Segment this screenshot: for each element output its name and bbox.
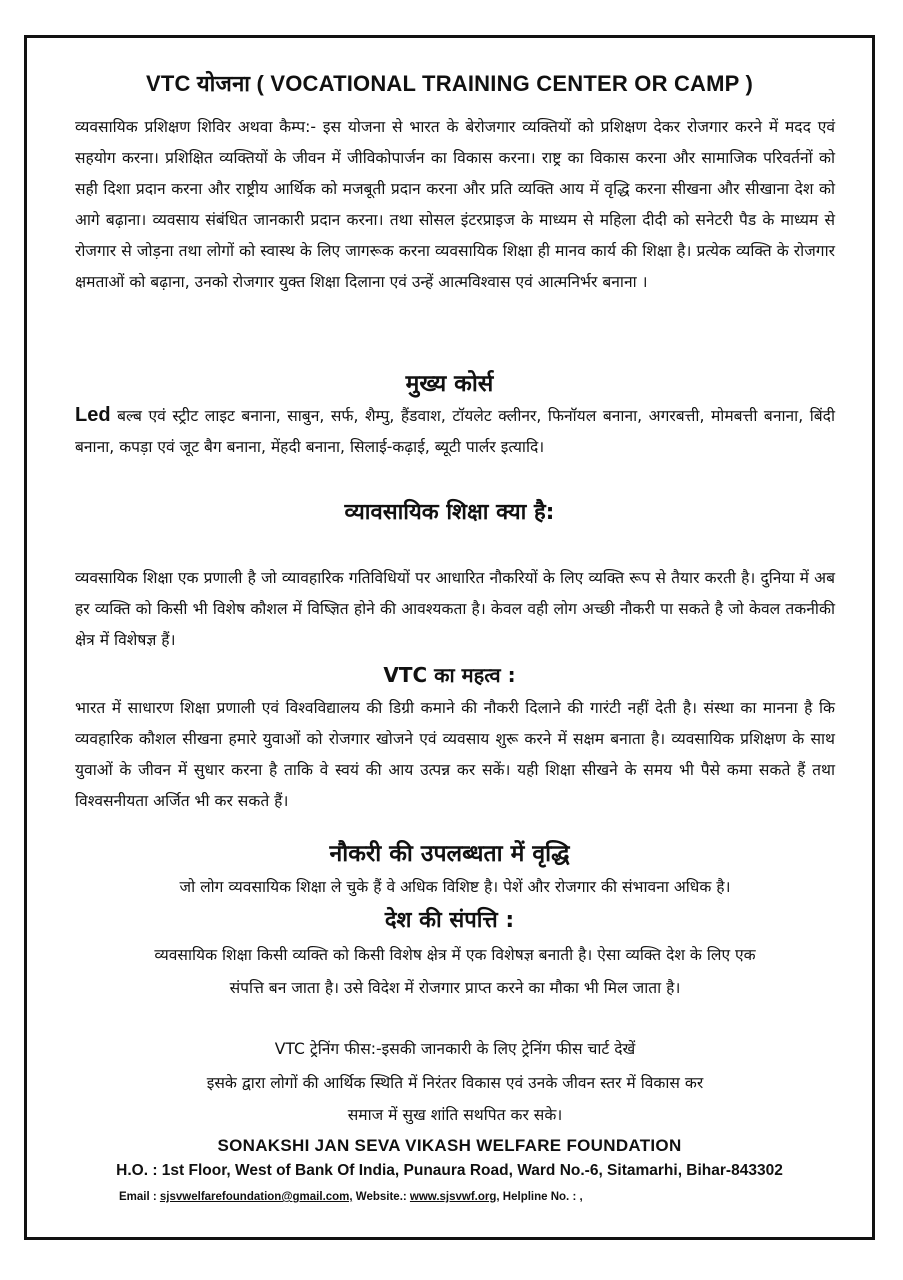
asset-line-1: व्यवसायिक शिक्षा किसी व्यक्ति को किसी विशेष क्षेत्र में एक विशेषज्ञ बनाती है। ऐसा व्यक्ति देश के लिए एक: [154, 946, 756, 964]
page-title: VTC योजना ( VOCATIONAL TRAINING CENTER OR CAMP ): [145, 71, 753, 96]
asset-line-2: संपत्ति बन जाता है। उसे विदेश में रोजगार प्राप्त करने का मौका भी मिल जाता है।: [229, 979, 681, 997]
importance-paragraph: भारत में साधारण शिक्षा प्रणाली एवं विश्वविद्यालय की डिग्री कमाने की नौकरी दिलाने की गारंटी नहीं देती है। संस्था का मानना है कि व्यवहारिक कौशल सीखना हमारे युवाओं को रोजगार खोजने एवं व्यवसाय शुरू करने में सक्षम बनाता है। व्यवसायिक प्रशिक्षण के साथ युवाओं के जीवन में सुधार करना है ताकि वे स्वयं की आय उत्पन्न कर सकें। यही शिक्षा सीखने के समय भी पैसे कमा सकते हैं तथा विश्वसनीयता अर्जित भी कर सकते हैं।: [75, 699, 835, 810]
courses-text: बल्ब एवं स्ट्रीट लाइट बनाना, साबुन, सर्फ, शैम्पु, हैंडवाश, टॉयलेट क्लीनर, फिनॉयल बनाना, अगरबत्ती, मोमबत्ती बनाना, बिंदी बनाना, कपड़ा एवं जूट बैग बनाना, मेंहदी बनाना, सिलाई-कढ़ाई, ब्यूटी पार्लर इत्यादि।: [75, 407, 835, 456]
courses-heading: मुख्य कोर्स: [405, 371, 494, 397]
fees-line-1: VTC ट्रेनिंग फीस:-इसकी जानकारी के लिए ट्रेनिंग फीस चार्ट देखें: [274, 1040, 636, 1058]
intro-paragraph: व्यवसायिक प्रशिक्षण शिविर अथवा कैम्प:- इस योजना से भारत के बेरोजगार व्यक्तियों को प्रशिक्षण देकर रोजगार करने में मदद एवं सहयोग करना। प्रशिक्षित व्यक्तियों के जीवन में जीविकोपार्जन का विकास करना। राष्ट्र का विकास करना और सामाजिक परिवर्तनों को सही दिशा प्रदान करना और राष्ट्रीय आर्थिक को मजबूती प्रदान करना और प्रति व्यक्ति आय में वृद्धि करना सीखना और सीखाना देश को आगे बढ़ाना। व्यवसाय संबंधित जानकारी प्रदान करना। तथा सोसल इंटरप्राइज के माध्यम से महिला दीदी को सनेटरी पैड के माध्यम से रोजगार से जोड़ना तथा लोगों को स्वास्थ के लिए जागरूक करना व्यवसायिक शिक्षा ही मानव कार्य की शिक्षा है। प्रत्येक व्यक्ति के रोजगार क्षमताओं को बढ़ाना, उनको रोजगार युक्त शिक्षा दिलाना एवं उन्हें आत्मविश्वास एवं आत्मनिर्भर बनाना ।: [75, 118, 835, 291]
vocational-heading: व्यावसायिक शिक्षा क्या है:: [344, 500, 555, 525]
footer-address: H.O. : 1st Floor, West of Bank Of India, Punaura Road, Ward No.-6, Sitamarhi, Bihar-843302: [116, 1162, 783, 1179]
vocational-paragraph: व्यवसायिक शिक्षा एक प्रणाली है जो व्यावहारिक गतिविधियों पर आधारित नौकरियों के लिए व्यक्ति रूप से तैयार करती है। दुनिया में अब हर व्यक्ति को किसी भी विशेष कौशल में विष्ज्ञित होने की आवश्यकता है। केवल वही लोग अच्छी नौकरी पा सकते है जो केवल तकनीकी क्षेत्र में विशेषज्ञ हैं।: [75, 569, 835, 649]
asset-heading: देश की संपत्ति :: [384, 908, 515, 933]
fees-line-2: इसके द्वारा लोगों की आर्थिक स्थिति में निरंतर विकास एवं उनके जीवन स्तर में विकास कर: [206, 1074, 704, 1092]
footer-contact: [119, 1191, 583, 1203]
page-border: [24, 35, 875, 1240]
email-label: Email :: [119, 1191, 160, 1203]
jobs-paragraph: जो लोग व्यवसायिक शिक्षा ले चुके हैं वे अधिक विशिष्ट है। पेशें और रोजगार की संभावना अधिक है।: [179, 878, 731, 896]
website-label: Website.:: [352, 1191, 410, 1203]
helpline-label: , Helpline No. : ,: [496, 1191, 583, 1203]
footer-organization: SONAKSHI JAN SEVA VIKASH WELFARE FOUNDATION: [217, 1136, 682, 1155]
email-link[interactable]: sjsvwelfarefoundation@gmail.com,: [159, 1191, 353, 1203]
courses-paragraph: [75, 400, 835, 463]
jobs-heading: नौकरी की उपलब्धता में वृद्धि: [329, 841, 570, 867]
fees-line-3: समाज में सुख शांति सथपित कर सके।: [347, 1106, 563, 1124]
courses-lead: Led: [75, 404, 111, 426]
website-link[interactable]: www.sjsvwf.org: [409, 1191, 497, 1203]
importance-heading: VTC का महत्व :: [383, 663, 516, 687]
